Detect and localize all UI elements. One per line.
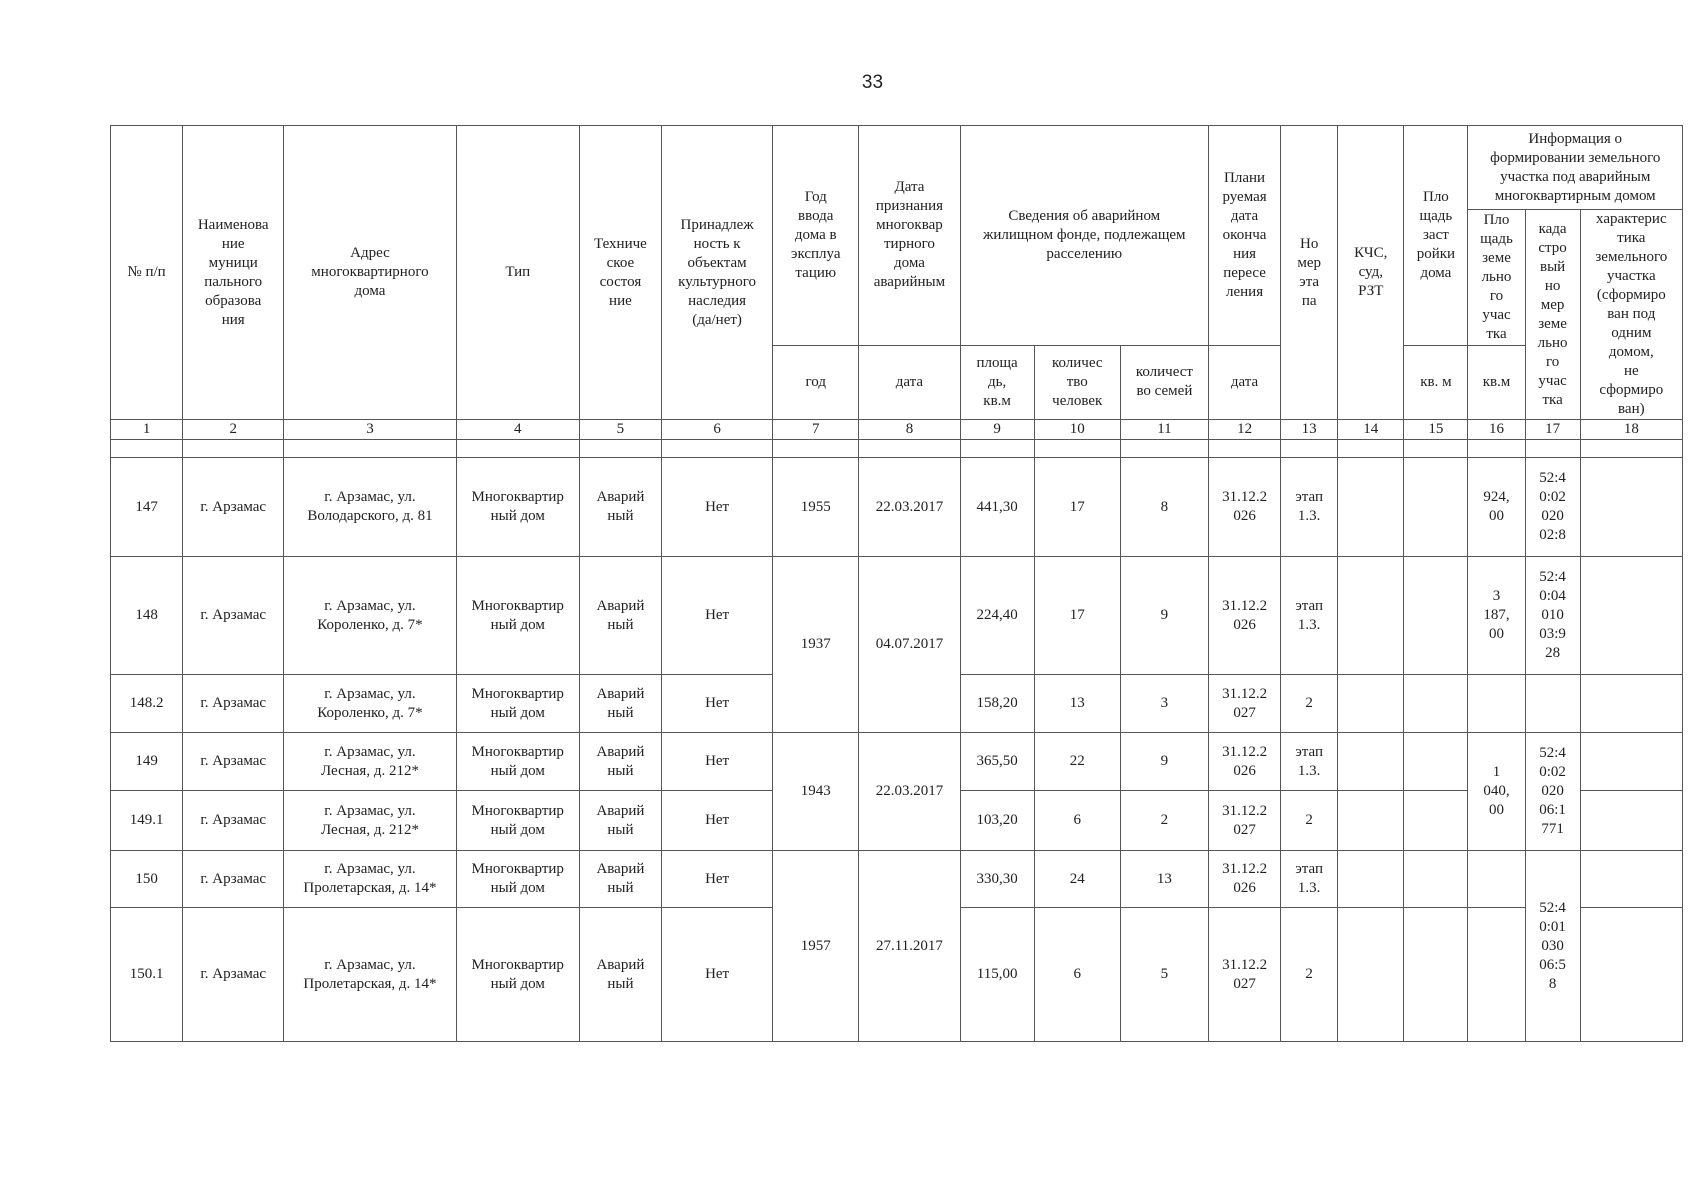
header-row-number: № п/п (111, 126, 183, 420)
plot-characteristic (1580, 458, 1682, 557)
address: г. Арзамас, ул. Лесная, д. 212* (284, 791, 456, 851)
area: 441,30 (960, 458, 1034, 557)
column-number: 11 (1120, 420, 1208, 440)
address: г. Арзамас, ул. Короленко, д. 7* (284, 557, 456, 675)
plot-characteristic (1580, 675, 1682, 733)
cadastral-number: 52:4 0:01 030 06:5 8 (1525, 851, 1580, 1042)
header-plot-area: Пло щадь земе льно го учас тка (1468, 210, 1525, 346)
date-recognized: 27.11.2017 (859, 851, 960, 1042)
stage: 2 (1281, 675, 1338, 733)
column-number-row (111, 420, 1683, 440)
spacer-cell (1338, 440, 1404, 458)
area: 115,00 (960, 908, 1034, 1042)
building-type: Многоквартир ный дом (456, 733, 579, 791)
header-cadastral-number: када стро вый но мер земе льно го учас тка (1525, 210, 1580, 420)
family-count: 9 (1120, 557, 1208, 675)
building-type: Многоквартир ный дом (456, 458, 579, 557)
condition: Аварий ный (579, 675, 661, 733)
kchs-cell (1338, 851, 1404, 908)
plot-characteristic (1580, 733, 1682, 791)
column-number: 2 (183, 420, 284, 440)
subheader-year: год (773, 345, 859, 419)
row-number: 150.1 (111, 908, 183, 1042)
stage: 2 (1281, 908, 1338, 1042)
heritage: Нет (661, 791, 772, 851)
spacer-cell (111, 440, 183, 458)
row-number: 147 (111, 458, 183, 557)
subheader-unit-sqm: кв.м (1468, 345, 1525, 419)
column-number: 10 (1034, 420, 1120, 440)
header-land-plot-info: Информация о формировании земельного участка под аварийным многоквартирным домом (1468, 126, 1683, 210)
spacer-cell (1281, 440, 1338, 458)
row-number: 148 (111, 557, 183, 675)
address: г. Арзамас, ул. Володарского, д. 81 (284, 458, 456, 557)
subheader-family-count: количест во семей (1120, 345, 1208, 419)
family-count: 2 (1120, 791, 1208, 851)
spacer-cell (773, 440, 859, 458)
spacer-cell (1209, 440, 1281, 458)
family-count: 5 (1120, 908, 1208, 1042)
condition: Аварий ный (579, 557, 661, 675)
kchs-cell (1338, 557, 1404, 675)
kchs-cell (1338, 791, 1404, 851)
year-commissioned: 1943 (773, 733, 859, 851)
area: 330,30 (960, 851, 1034, 908)
heritage: Нет (661, 557, 772, 675)
header-address: Адрес многоквартирного дома (284, 126, 456, 420)
footprint-cell (1404, 458, 1468, 557)
resettlement-date: 31.12.2 027 (1209, 791, 1281, 851)
people-count: 6 (1034, 908, 1120, 1042)
family-count: 13 (1120, 851, 1208, 908)
column-number: 15 (1404, 420, 1468, 440)
building-type: Многоквартир ный дом (456, 675, 579, 733)
cadastral-number: 52:4 0:02 020 02:8 (1525, 458, 1580, 557)
spacer-cell (1034, 440, 1120, 458)
footprint-cell (1404, 851, 1468, 908)
header-planned-resettlement-date: Плани руемая дата оконча ния пересе ления (1209, 126, 1281, 346)
column-number: 8 (859, 420, 960, 440)
people-count: 17 (1034, 458, 1120, 557)
date-recognized: 22.03.2017 (859, 733, 960, 851)
resettlement-date: 31.12.2 026 (1209, 557, 1281, 675)
date-recognized: 04.07.2017 (859, 557, 960, 733)
stage: этап 1.3. (1281, 458, 1338, 557)
column-number: 5 (579, 420, 661, 440)
subheader-date-end: дата (1209, 345, 1281, 419)
footprint-cell (1404, 557, 1468, 675)
resettlement-date: 31.12.2 026 (1209, 851, 1281, 908)
heritage: Нет (661, 908, 772, 1042)
stage: 2 (1281, 791, 1338, 851)
resettlement-date: 31.12.2 027 (1209, 675, 1281, 733)
stage: этап 1.3. (1281, 733, 1338, 791)
plot-characteristic (1580, 908, 1682, 1042)
table-row (111, 851, 1683, 908)
footprint-cell (1404, 908, 1468, 1042)
municipality: г. Арзамас (183, 908, 284, 1042)
emergency-housing-table (110, 125, 1683, 1042)
header-stage-number: Но мер эта па (1281, 126, 1338, 420)
municipality: г. Арзамас (183, 458, 284, 557)
column-number: 1 (111, 420, 183, 440)
area: 365,50 (960, 733, 1034, 791)
plot-characteristic (1580, 791, 1682, 851)
spacer-cell (1468, 440, 1525, 458)
footprint-cell (1404, 791, 1468, 851)
building-type: Многоквартир ный дом (456, 908, 579, 1042)
heritage: Нет (661, 675, 772, 733)
plot-characteristic (1580, 851, 1682, 908)
column-number: 9 (960, 420, 1034, 440)
footprint-cell (1404, 675, 1468, 733)
spacer-cell (960, 440, 1034, 458)
family-count: 8 (1120, 458, 1208, 557)
column-number: 3 (284, 420, 456, 440)
header-plot-characteristic: характерис тика земельного участка (сформиро ван под одним домом, не сформиро ван) (1580, 210, 1682, 420)
resettlement-date: 31.12.2 027 (1209, 908, 1281, 1042)
people-count: 24 (1034, 851, 1120, 908)
spacer-cell (284, 440, 456, 458)
spacer-cell (1580, 440, 1682, 458)
cadastral-number: 52:4 0:04 010 03:9 28 (1525, 557, 1580, 675)
municipality: г. Арзамас (183, 675, 284, 733)
header-building-footprint: Пло щадь заст ройки дома (1404, 126, 1468, 346)
spacer-cell (661, 440, 772, 458)
condition: Аварий ный (579, 791, 661, 851)
subheader-area: площа дь, кв.м (960, 345, 1034, 419)
address: г. Арзамас, ул. Лесная, д. 212* (284, 733, 456, 791)
address: г. Арзамас, ул. Короленко, д. 7* (284, 675, 456, 733)
table-row (111, 733, 1683, 791)
plot-area: 1 040, 00 (1468, 733, 1525, 851)
spacer-cell (1404, 440, 1468, 458)
column-number: 7 (773, 420, 859, 440)
header-year-commissioned: Год ввода дома в эксплуа тацию (773, 126, 859, 346)
building-type: Многоквартир ный дом (456, 851, 579, 908)
column-number: 16 (1468, 420, 1525, 440)
header-emergency-housing-info: Сведения об аварийном жилищном фонде, подлежащем расселению (960, 126, 1208, 346)
plot-area: 3 187, 00 (1468, 557, 1525, 675)
year-commissioned: 1955 (773, 458, 859, 557)
kchs-cell (1338, 675, 1404, 733)
kchs-cell (1338, 908, 1404, 1042)
row-number: 149.1 (111, 791, 183, 851)
stage: этап 1.3. (1281, 557, 1338, 675)
table-row (111, 557, 1683, 675)
municipality: г. Арзамас (183, 733, 284, 791)
column-number: 6 (661, 420, 772, 440)
spacer-cell (456, 440, 579, 458)
plot-area (1468, 851, 1525, 908)
heritage: Нет (661, 733, 772, 791)
table-row (111, 458, 1683, 557)
header-type: Тип (456, 126, 579, 420)
header-kchs-court-rzt: КЧС, суд, РЗТ (1338, 126, 1404, 420)
family-count: 3 (1120, 675, 1208, 733)
area: 103,20 (960, 791, 1034, 851)
cadastral-number (1525, 675, 1580, 733)
year-commissioned: 1957 (773, 851, 859, 1042)
header-municipality: Наименова ние муници пального образова ния (183, 126, 284, 420)
municipality: г. Арзамас (183, 557, 284, 675)
people-count: 22 (1034, 733, 1120, 791)
spacer-cell (1525, 440, 1580, 458)
area: 158,20 (960, 675, 1034, 733)
header-heritage: Принадлеж ность к объектам культурного наследия (да/нет) (661, 126, 772, 420)
row-number: 149 (111, 733, 183, 791)
header-date-recognized: Дата признания многоквар тирного дома аварийным (859, 126, 960, 346)
people-count: 13 (1034, 675, 1120, 733)
year-commissioned: 1937 (773, 557, 859, 733)
column-number: 13 (1281, 420, 1338, 440)
resettlement-date: 31.12.2 026 (1209, 733, 1281, 791)
heritage: Нет (661, 851, 772, 908)
plot-area: 924, 00 (1468, 458, 1525, 557)
spacer-cell (1120, 440, 1208, 458)
column-number: 12 (1209, 420, 1281, 440)
address: г. Арзамас, ул. Пролетарская, д. 14* (284, 851, 456, 908)
column-number: 17 (1525, 420, 1580, 440)
condition: Аварий ный (579, 908, 661, 1042)
plot-area (1468, 675, 1525, 733)
row-number: 150 (111, 851, 183, 908)
date-recognized: 22.03.2017 (859, 458, 960, 557)
area: 224,40 (960, 557, 1034, 675)
building-type: Многоквартир ный дом (456, 557, 579, 675)
address: г. Арзамас, ул. Пролетарская, д. 14* (284, 908, 456, 1042)
column-number: 14 (1338, 420, 1404, 440)
people-count: 6 (1034, 791, 1120, 851)
cadastral-number: 52:4 0:02 020 06:1 771 (1525, 733, 1580, 851)
building-type: Многоквартир ный дом (456, 791, 579, 851)
plot-area (1468, 908, 1525, 1042)
kchs-cell (1338, 458, 1404, 557)
people-count: 17 (1034, 557, 1120, 675)
condition: Аварий ный (579, 458, 661, 557)
subheader-date: дата (859, 345, 960, 419)
spacer-cell (183, 440, 284, 458)
kchs-cell (1338, 733, 1404, 791)
family-count: 9 (1120, 733, 1208, 791)
condition: Аварий ный (579, 733, 661, 791)
row-number: 148.2 (111, 675, 183, 733)
subheader-people-count: количес тво человек (1034, 345, 1120, 419)
heritage: Нет (661, 458, 772, 557)
spacer-cell (579, 440, 661, 458)
spacer-cell (859, 440, 960, 458)
column-number: 18 (1580, 420, 1682, 440)
subheader-unit-sqm: кв. м (1404, 345, 1468, 419)
municipality: г. Арзамас (183, 851, 284, 908)
condition: Аварий ный (579, 851, 661, 908)
stage: этап 1.3. (1281, 851, 1338, 908)
header-condition: Техниче ское состоя ние (579, 126, 661, 420)
plot-characteristic (1580, 557, 1682, 675)
resettlement-date: 31.12.2 026 (1209, 458, 1281, 557)
column-number: 4 (456, 420, 579, 440)
municipality: г. Арзамас (183, 791, 284, 851)
page-number: 33 (861, 72, 884, 93)
footprint-cell (1404, 733, 1468, 791)
